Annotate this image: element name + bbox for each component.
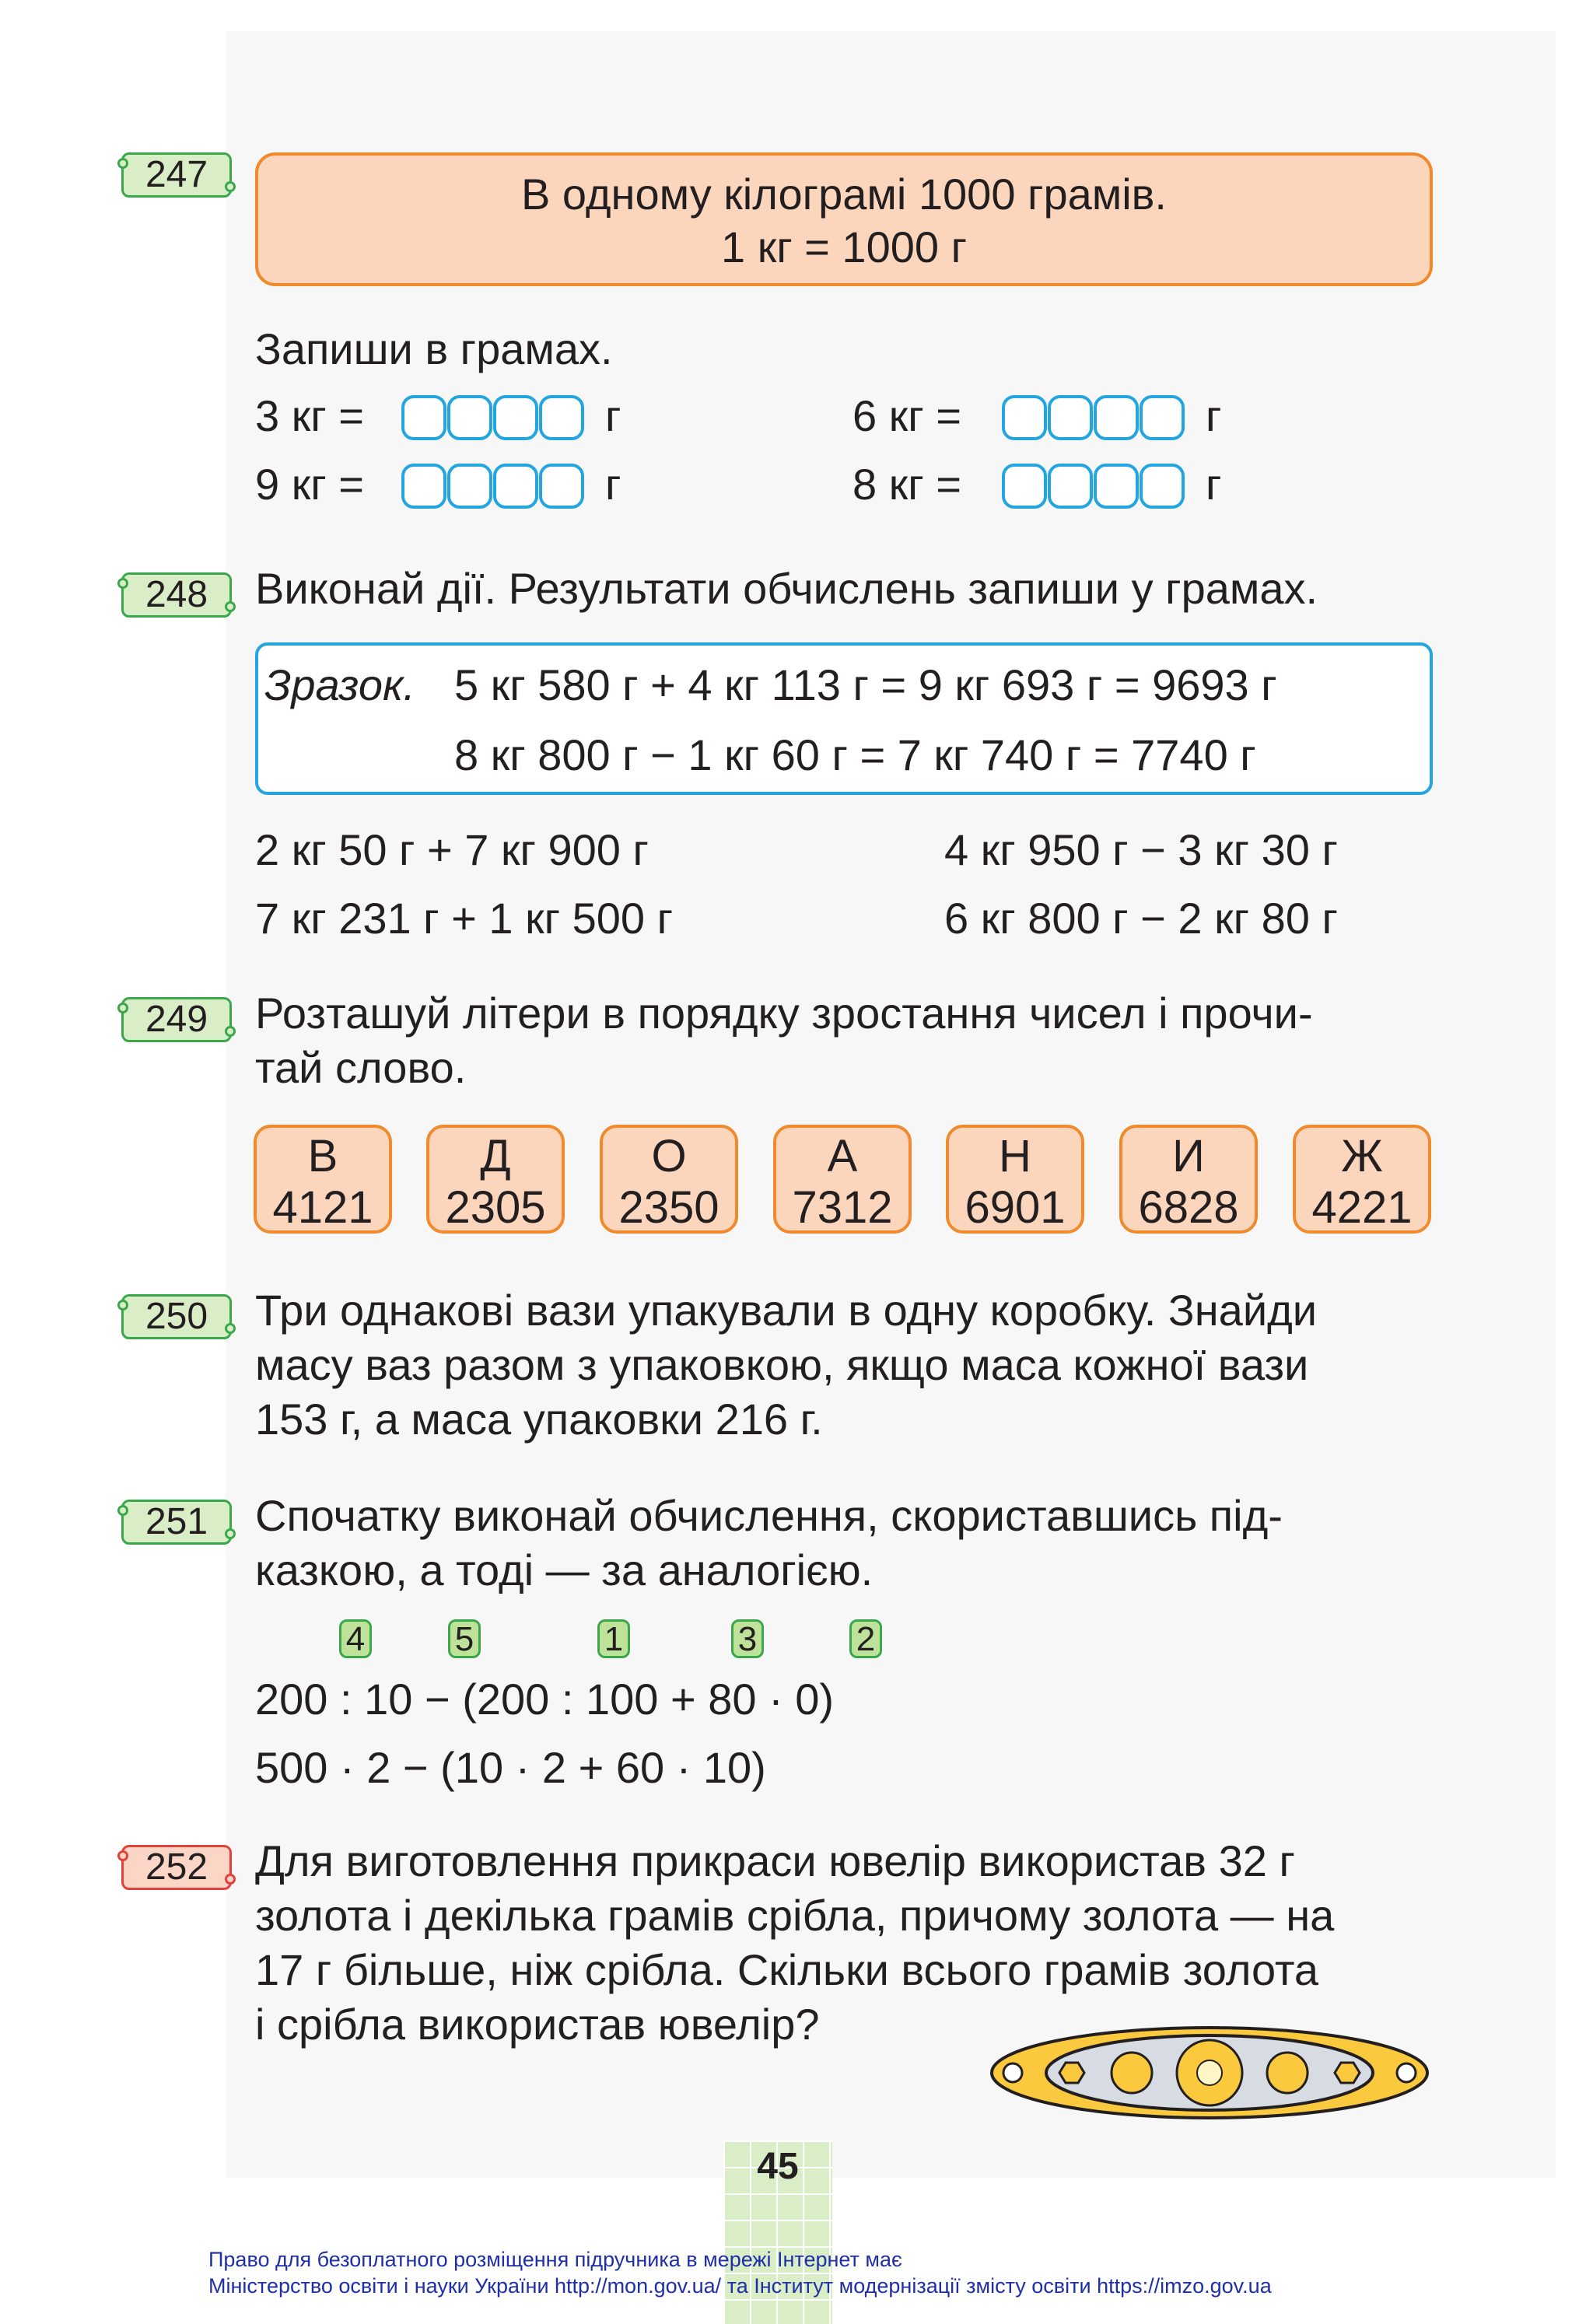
letter-card xyxy=(1293,1125,1431,1234)
exercise-number-251: 251 xyxy=(121,1500,232,1545)
card-letter: О xyxy=(651,1131,687,1181)
rule-line-1: В одному кілограмі 1000 грамів. xyxy=(521,170,1167,219)
card-letter: И xyxy=(1172,1131,1205,1181)
ex251-expr-2: 500 · 2 − (10 · 2 + 60 · 10) xyxy=(255,1743,766,1792)
letter-card xyxy=(1119,1125,1258,1234)
ex248-task: Виконай дії. Результати обчислень запиши у грамах. xyxy=(255,564,1318,613)
card-number: 6828 xyxy=(1138,1182,1239,1233)
order-tag: 4 xyxy=(339,1619,372,1658)
card-letter: А xyxy=(827,1131,858,1181)
exercise-number-248: 248 xyxy=(121,572,232,618)
ex250-line-2: масу ваз разом з упаковкою, якщо маса кожної вази xyxy=(255,1340,1309,1389)
letter-card xyxy=(254,1125,392,1234)
ex247-item-4-left: 8 кг = xyxy=(853,460,961,509)
order-tag: 2 xyxy=(849,1619,882,1658)
letter-card xyxy=(600,1125,738,1234)
ex247-item-2-unit: г xyxy=(1206,391,1222,440)
ex252-line-3: 17 г більше, ніж срібла. Скільки всього грамів золота xyxy=(255,1945,1319,1994)
letter-card xyxy=(426,1125,565,1234)
card-number: 4221 xyxy=(1311,1182,1413,1233)
ex248-expr-4: 6 кг 800 г − 2 кг 80 г xyxy=(944,894,1338,943)
answer-cells-3[interactable] xyxy=(401,464,585,509)
ex247-item-1-unit: г xyxy=(605,391,621,440)
letter-card xyxy=(773,1125,912,1234)
answer-cells-4[interactable] xyxy=(1002,464,1185,509)
sample-label: Зразок. xyxy=(264,660,415,709)
card-number: 4121 xyxy=(272,1182,373,1233)
exercise-number-252: 252 xyxy=(121,1845,232,1890)
order-tag: 5 xyxy=(448,1619,481,1658)
footer-line-2: Міністерство освіти і науки України http://mon.gov.ua/ та Інститут модернізації змісту освіти https://imzo.gov.ua xyxy=(208,2274,1272,2298)
ex252-line-2: золота і декілька грамів срібла, причому золота — на xyxy=(255,1891,1335,1940)
ex248-expr-1: 2 кг 50 г + 7 кг 900 г xyxy=(255,825,649,874)
ex248-expr-2: 4 кг 950 г − 3 кг 30 г xyxy=(944,825,1338,874)
ex252-line-4: і срібла використав ювелір? xyxy=(255,2000,820,2049)
letter-card xyxy=(946,1125,1084,1234)
ex250-line-1: Три однакові вази упакували в одну коробку. Знайди xyxy=(255,1286,1318,1335)
card-letter: Ж xyxy=(1341,1131,1383,1181)
jewelry-illustration xyxy=(988,2022,1431,2123)
order-tag: 3 xyxy=(731,1619,764,1658)
ex247-item-2-left: 6 кг = xyxy=(853,391,961,440)
ex248-expr-3: 7 кг 231 г + 1 кг 500 г xyxy=(255,894,674,943)
ex247-item-3-unit: г xyxy=(605,460,621,509)
card-letter: Н xyxy=(999,1131,1031,1181)
ex251-expr-1: 200 : 10 − (200 : 100 + 80 · 0) xyxy=(255,1675,835,1724)
exercise-number-249: 249 xyxy=(121,997,232,1042)
answer-cells-1[interactable] xyxy=(401,395,585,440)
ex247-item-4-unit: г xyxy=(1206,460,1222,509)
ex247-task: Запиши в грамах. xyxy=(255,324,613,373)
ex247-item-3-left: 9 кг = xyxy=(255,460,364,509)
rule-box xyxy=(255,152,1433,286)
sample-line-2: 8 кг 800 г − 1 кг 60 г = 7 кг 740 г = 7740 г xyxy=(454,730,1256,779)
ex251-line-1: Спочатку виконай обчислення, скориставшись під- xyxy=(255,1491,1283,1540)
card-number: 7312 xyxy=(792,1182,893,1233)
order-tag: 1 xyxy=(597,1619,630,1658)
ex252-line-1: Для виготовлення прикраси ювелір використав 32 г xyxy=(255,1836,1295,1885)
footer-line-1: Право для безоплатного розміщення підручника в мережі Інтернет має xyxy=(208,2248,902,2271)
card-number: 6901 xyxy=(965,1182,1066,1233)
exercise-number-250: 250 xyxy=(121,1294,232,1339)
rule-line-2: 1 кг = 1000 г xyxy=(720,222,967,271)
card-letter: В xyxy=(307,1131,338,1181)
page-number: 45 xyxy=(757,2146,799,2187)
ex247-item-1-left: 3 кг = xyxy=(255,391,364,440)
ex249-task-line-2: тай слово. xyxy=(255,1043,467,1092)
card-number: 2305 xyxy=(445,1182,546,1233)
sample-line-1: 5 кг 580 г + 4 кг 113 г = 9 кг 693 г = 9693 г xyxy=(454,660,1277,709)
ex251-line-2: казкою, а тоді — за аналогією. xyxy=(255,1545,874,1594)
ex249-task-line-1: Розташуй літери в порядку зростання чисел і прочи- xyxy=(255,989,1313,1038)
card-number: 2350 xyxy=(618,1182,719,1233)
exercise-number-247: 247 xyxy=(121,152,232,198)
card-letter: Д xyxy=(480,1131,511,1181)
answer-cells-2[interactable] xyxy=(1002,395,1185,440)
ex250-line-3: 153 г, а маса упаковки 216 г. xyxy=(255,1395,823,1444)
